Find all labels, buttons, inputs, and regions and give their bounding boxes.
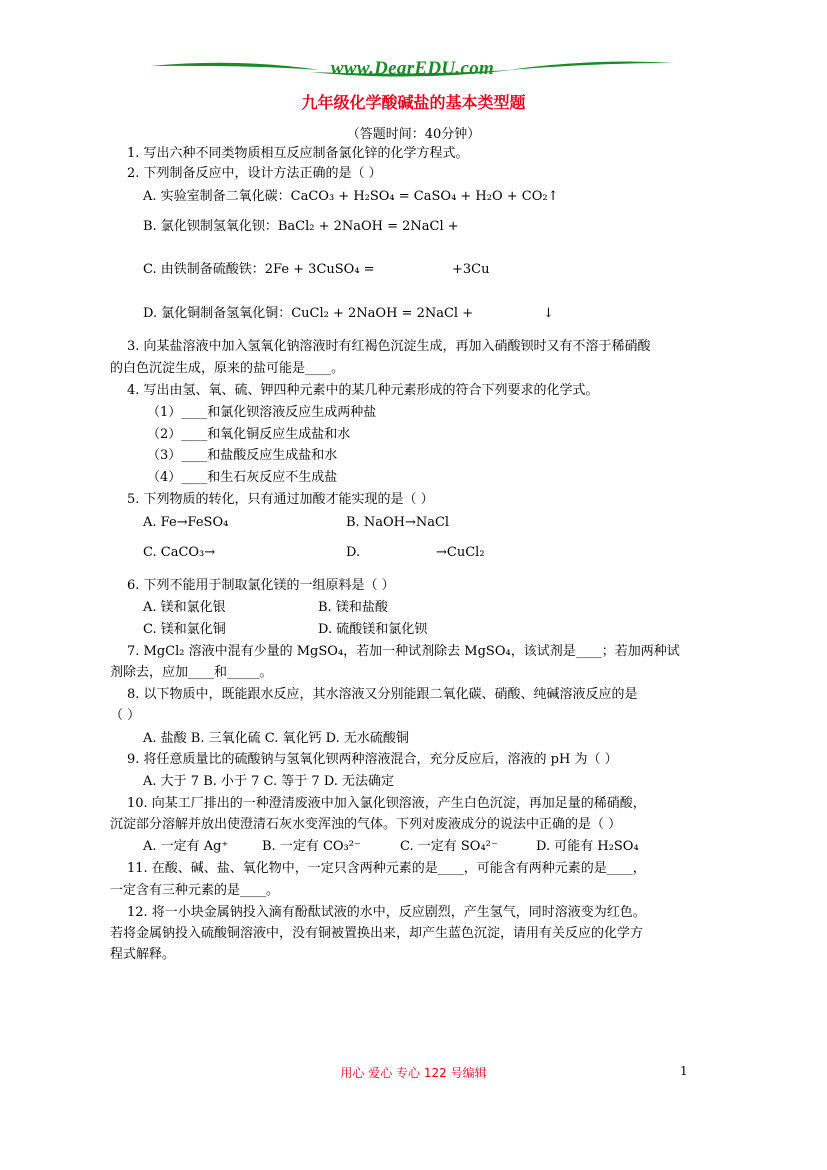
question-8-line-2: （ ）: [110, 708, 141, 723]
question-2-option-a: A. 实验室制备二氧化碳：CaCO₃ + H₂SO₄ = CaSO₄ + H₂O + CO₂↑: [143, 189, 559, 204]
page-subtitle: （答题时间：40分钟）: [346, 127, 481, 142]
question-2-option-b: B. 氯化钡制氢氧化钡：BaCl₂ + 2NaOH = 2NaCl +: [143, 219, 459, 234]
question-5-option-d-product: →CuCl₂: [436, 545, 485, 560]
question-10-option-b: B. 一定有 CO₃²⁻: [262, 839, 361, 854]
question-5-option-a: A. Fe→FeSO₄: [143, 515, 229, 530]
question-4-item-3: （3）____和盐酸反应生成盐和水: [147, 448, 338, 463]
question-12-line-3: 程式解释。: [110, 947, 176, 962]
question-10-line-1: 10. 向某工厂排出的一种澄清废液中加入氯化钡溶液，产生白色沉淀，再加足量的稀硝酸，: [127, 796, 646, 811]
question-9: 9. 将任意质量比的硫酸钠与氢氧化钡两种溶液混合，充分反应后，溶液的 pH 为（ ）: [127, 752, 618, 767]
question-11-line-2: 一定含有三种元素的是____。: [110, 883, 280, 898]
question-2: 2. 下列制备反应中，设计方法正确的是（ ）: [127, 166, 382, 181]
question-1: 1. 写出六种不同类物质相互反应制备氯化锌的化学方程式。: [127, 146, 469, 161]
question-6: 6. 下列不能用于制取氯化镁的一组原料是（ ）: [127, 578, 395, 593]
question-10-option-c: C. 一定有 SO₄²⁻: [400, 839, 498, 854]
question-10-option-d: D. 可能有 H₂SO₄: [536, 839, 639, 854]
question-5-option-d: D.: [346, 545, 361, 560]
question-12-line-2: 若将金属钠投入硫酸铜溶液中，没有铜被置换出来，却产生蓝色沉淀，请用有关反应的化学方: [110, 926, 644, 941]
page-number: 1: [680, 1064, 688, 1078]
question-6-option-d: D. 硫酸镁和氯化钡: [318, 622, 428, 637]
question-4: 4. 写出由氢、氧、硫、钾四种元素中的某几种元素形成的符合下列要求的化学式。: [127, 383, 599, 398]
question-6-option-b: B. 镁和盐酸: [318, 600, 388, 615]
question-4-item-1: （1）____和氯化钡溶液反应生成两种盐: [147, 405, 377, 420]
question-10-option-a: A. 一定有 Ag⁺: [143, 839, 229, 854]
question-5-option-b: B. NaOH→NaCl: [346, 515, 450, 530]
question-2-option-c: C. 由铁制备硫酸铁：2Fe + 3CuSO₄ =: [143, 262, 375, 277]
question-4-item-4: （4）____和生石灰反应不生成盐: [147, 470, 338, 485]
question-6-option-c: C. 镁和氯化铜: [143, 622, 226, 637]
question-3-line-2: 的白色沉淀生成，原来的盐可能是____。: [110, 361, 345, 376]
question-5: 5. 下列物质的转化，只有通过加酸才能实现的是（ ）: [127, 492, 434, 507]
question-12-line-1: 12. 将一小块金属钠投入滴有酚酞试液的水中，反应剧烈，产生氢气，同时溶液变为红色。: [127, 905, 646, 920]
page-title: 九年级化学酸碱盐的基本类型题: [301, 93, 526, 112]
question-4-item-2: （2）____和氧化铜反应生成盐和水: [147, 427, 351, 442]
question-2-option-c-product: +3Cu: [452, 262, 490, 277]
question-9-options: A. 大于 7 B. 小于 7 C. 等于 7 D. 无法确定: [143, 774, 395, 789]
question-8-options: A. 盐酸 B. 三氧化硫 C. 氧化钙 D. 无水硫酸铜: [143, 731, 409, 746]
site-url[interactable]: www.DearEDU.com: [330, 58, 495, 79]
question-5-option-c: C. CaCO₃→: [143, 545, 216, 560]
question-3-line-1: 3. 向某盐溶液中加入氢氧化钠溶液时有红褐色沉淀生成，再加入硝酸钡时又有不溶于稀硝酸: [127, 339, 651, 354]
question-7-line-2: 剂除去，应加____和_____。: [110, 665, 273, 680]
page-footer: 用心 爱心 专心 122 号编辑: [340, 1066, 487, 1080]
question-7-line-1: 7. MgCl₂ 溶液中混有少量的 MgSO₄，若加一种试剂除去 MgSO₄，该试剂是____；若加两种试: [127, 644, 680, 659]
question-6-option-a: A. 镁和氯化银: [143, 600, 226, 615]
question-10-line-2: 沉淀部分溶解并放出使澄清石灰水变浑浊的气体。下列对废液成分的说法中正确的是（ ）: [110, 817, 622, 832]
precipitate-arrow: ↓: [543, 306, 554, 321]
question-11-line-1: 11. 在酸、碱、盐、氧化物中，一定只含两种元素的是____，可能含有两种元素的是____，: [127, 861, 646, 876]
question-8-line-1: 8. 以下物质中，既能跟水反应，其水溶液又分别能跟二氧化碳、硝酸、纯碱溶液反应的是: [127, 687, 638, 702]
question-2-option-d: D. 氯化铜制备氢氧化铜：CuCl₂ + 2NaOH = 2NaCl +: [143, 306, 474, 321]
site-header-banner: [150, 54, 675, 86]
